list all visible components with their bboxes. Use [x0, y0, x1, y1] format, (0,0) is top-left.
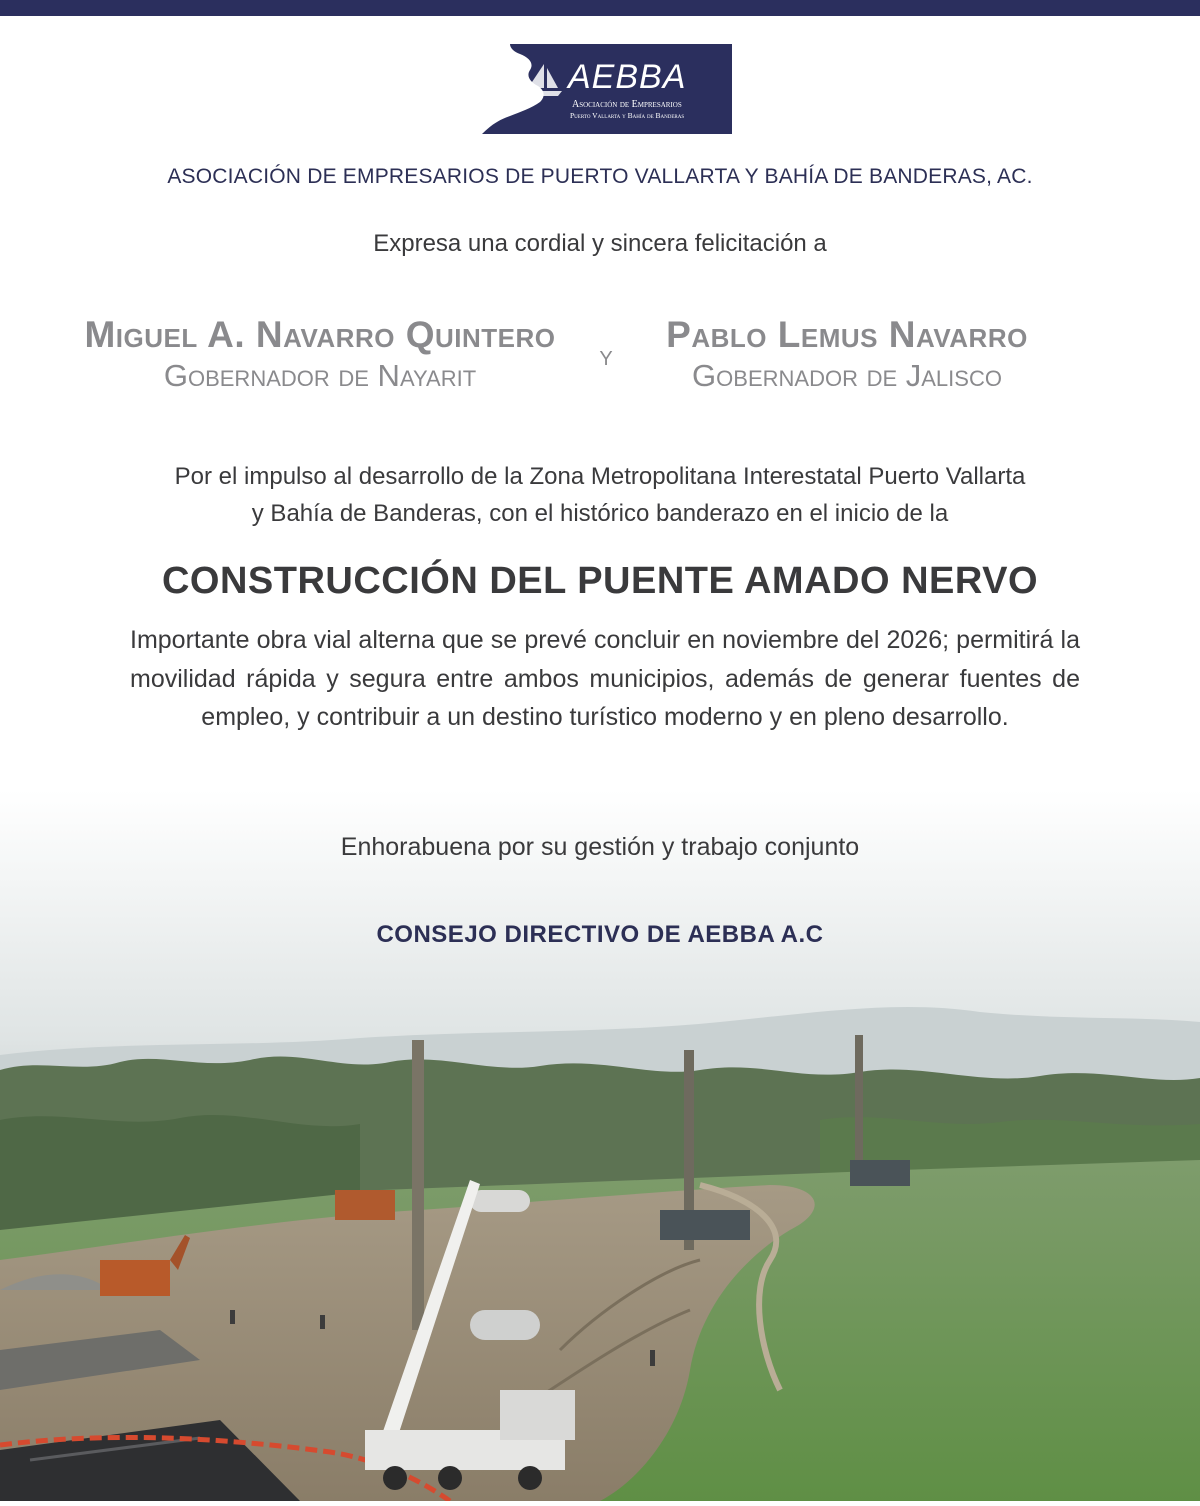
council-signature: CONSEJO DIRECTIVO DE AEBBA A.C — [376, 921, 824, 948]
logo-subtitle-2: Puerto Vallarta y Bahía de Banderas — [570, 111, 685, 120]
governor-left-name: Miguel A. Navarro Quintero — [84, 314, 556, 355]
aebba-logo — [480, 44, 732, 134]
project-title: CONSTRUCCIÓN DEL PUENTE AMADO NERVO — [161, 560, 1039, 602]
governor-left-title: Gobernador de Nayarit — [163, 358, 477, 393]
governor-right-title: Gobernador de Jalisco — [692, 358, 1002, 393]
governor-right-name: Pablo Lemus Navarro — [666, 314, 1028, 355]
reason-line-1: Por el impulso al desarrollo de la Zona Metropolitana Interestatal Puerto Vallarta — [174, 463, 1026, 490]
construction-landscape-icon — [0, 790, 1200, 1501]
reason-text — [0, 458, 1200, 532]
logo-name: AEBBA — [568, 58, 687, 96]
governor-separator: y — [599, 340, 613, 371]
intro-text: Expresa una cordial y sincera felicitación a — [373, 230, 827, 257]
construction-site-photo — [0, 790, 1200, 1501]
congratulations-text: Enhorabuena por su gestión y trabajo conjunto — [340, 833, 860, 861]
logo-subtitle-1: Asociación de Empresarios — [572, 99, 682, 110]
organization-name: ASOCIACIÓN DE EMPRESARIOS DE PUERTO VALLARTA Y BAHÍA DE BANDERAS, AC. — [167, 165, 1033, 188]
governor-jalisco — [587, 314, 1107, 394]
governor-nayarit — [60, 314, 580, 394]
top-accent-bar — [0, 0, 1200, 16]
project-description: Importante obra vial alterna que se prevé concluir en noviembre del 2026; permitirá la movilidad rápida y segura entre ambos municipios, además de generar fuentes de empleo, y contribuir a un destino turístico moderno y en pleno desarrollo. — [130, 626, 1080, 731]
reason-line-2: y Bahía de Banderas, con el histórico banderazo en el inicio de la — [251, 500, 949, 527]
